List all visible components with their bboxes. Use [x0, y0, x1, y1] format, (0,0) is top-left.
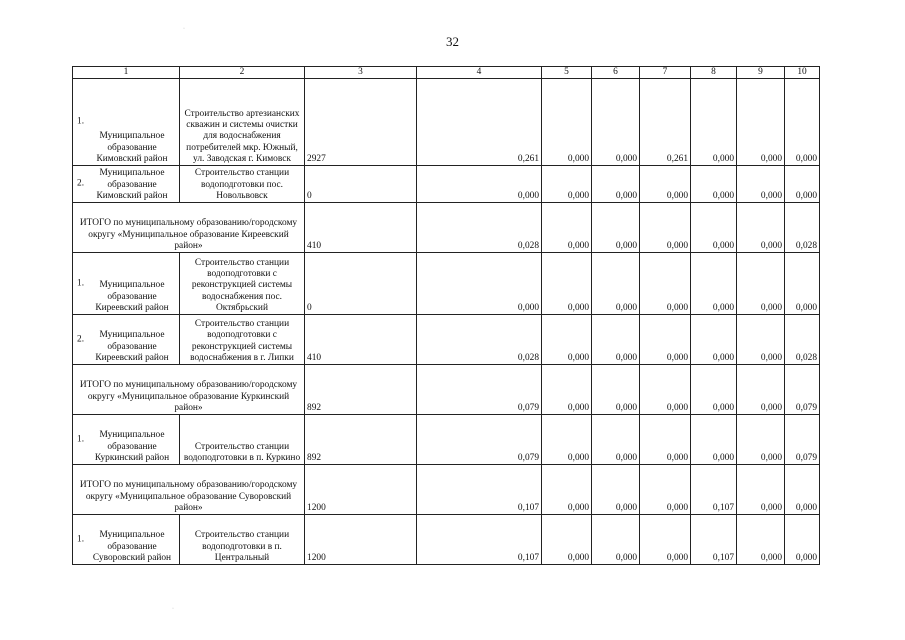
table-row: [73, 315, 820, 365]
total-row: [73, 465, 820, 515]
cell-value: 0,000: [542, 79, 592, 166]
column-header: 4: [417, 67, 542, 79]
cell-value: 0,107: [417, 515, 542, 565]
cell-value: 0,000: [542, 203, 592, 253]
cell-value: 0,000: [592, 415, 640, 465]
cell-value: 0,000: [737, 166, 785, 203]
cell-value: 0,000: [737, 315, 785, 365]
cell-col3: 0: [305, 166, 417, 203]
cell-value: 0,000: [542, 166, 592, 203]
row-number: 1.: [77, 116, 85, 127]
municipality-cell: [73, 79, 180, 166]
cell-value: 0,000: [737, 79, 785, 166]
cell-value: 0,261: [640, 79, 691, 166]
cell-value: 0,000: [542, 515, 592, 565]
municipality-name: Муниципальное образование Суворовский район: [92, 530, 172, 563]
cell-col3: 410: [305, 315, 417, 365]
row-number: 1.: [77, 534, 85, 545]
cell-value: 0,000: [640, 415, 691, 465]
cell-value: 0,000: [691, 415, 737, 465]
cell-value: 0,000: [640, 166, 691, 203]
total-row: [73, 203, 820, 253]
cell-value: 0,000: [542, 315, 592, 365]
cell-value: 0,261: [417, 79, 542, 166]
column-header: 5: [542, 67, 592, 79]
column-header: 10: [785, 67, 820, 79]
municipality-cell: [73, 253, 180, 315]
table-row: [73, 515, 820, 565]
column-header: 3: [305, 67, 417, 79]
municipality-name: Муниципальное образование Кимовский район: [96, 131, 168, 164]
cell-value: 0,028: [785, 315, 820, 365]
cell-value: 0,028: [417, 203, 542, 253]
row-number: 2.: [77, 178, 85, 189]
table-row: [73, 415, 820, 465]
cell-value: 0,000: [691, 166, 737, 203]
cell-value: 0,000: [785, 465, 820, 515]
cell-col3: 1200: [305, 465, 417, 515]
cell-value: 0,000: [737, 465, 785, 515]
cell-col3: 0: [305, 253, 417, 315]
cell-value: 0,000: [542, 365, 592, 415]
cell-value: 0,000: [691, 365, 737, 415]
municipality-cell: [73, 166, 180, 203]
cell-value: 0,000: [592, 166, 640, 203]
cell-col3: 410: [305, 203, 417, 253]
cell-value: 0,000: [592, 79, 640, 166]
cell-value: 0,000: [785, 515, 820, 565]
municipality-name: Муниципальное образование Куркинский район: [94, 430, 170, 463]
project-name: Строительство станции водоподготовки с реконструкцией системы водоснабжения пос. Октябрьский: [180, 253, 305, 315]
column-header: 9: [737, 67, 785, 79]
cell-value: 0,000: [737, 515, 785, 565]
cell-value: 0,000: [542, 465, 592, 515]
cell-value: 0,079: [785, 415, 820, 465]
total-label: ИТОГО по муниципальному образованию/городскому округу «Муниципальное образование Киреевский район»: [73, 203, 305, 253]
column-header: 2: [180, 67, 305, 79]
cell-value: 0,079: [417, 415, 542, 465]
cell-value: 0,000: [691, 253, 737, 315]
municipality-cell: [73, 515, 180, 565]
table-row: [73, 253, 820, 315]
cell-value: 0,000: [417, 166, 542, 203]
cell-value: 0,000: [691, 203, 737, 253]
municipality-cell: [73, 415, 180, 465]
cell-value: 0,000: [737, 203, 785, 253]
cell-value: 0,000: [640, 515, 691, 565]
row-number: 1.: [77, 278, 85, 289]
total-row: [73, 365, 820, 415]
cell-value: 0,000: [691, 79, 737, 166]
cell-col3: 2927: [305, 79, 417, 166]
cell-value: 0,028: [417, 315, 542, 365]
total-label: ИТОГО по муниципальному образованию/городскому округу «Муниципальное образование Куркинский район»: [73, 365, 305, 415]
cell-value: 0,000: [785, 253, 820, 315]
cell-value: 0,000: [737, 415, 785, 465]
column-header: 8: [691, 67, 737, 79]
cell-value: 0,000: [640, 253, 691, 315]
table-row: [73, 79, 820, 166]
column-header: 6: [592, 67, 640, 79]
municipality-name: Муниципальное образование Кимовский район: [96, 168, 168, 201]
cell-value: 0,000: [640, 465, 691, 515]
cell-value: 0,079: [785, 365, 820, 415]
cell-value: 0,107: [691, 515, 737, 565]
column-header: 1: [73, 67, 180, 79]
project-name: Строительство станции водоподготовки пос. Новольвовск: [180, 166, 305, 203]
cell-value: 0,000: [737, 365, 785, 415]
scan-mark: ·: [172, 606, 174, 612]
row-number: 1.: [77, 434, 85, 445]
total-label: ИТОГО по муниципальному образованию/городскому округу «Муниципальное образование Суворовский район»: [73, 465, 305, 515]
cell-value: 0,107: [691, 465, 737, 515]
municipality-cell: [73, 315, 180, 365]
cell-value: 0,000: [640, 315, 691, 365]
municipality-name: Муниципальное образование Киреевский район: [95, 280, 169, 313]
cell-value: 0,000: [640, 365, 691, 415]
cell-value: 0,000: [691, 315, 737, 365]
cell-value: 0,000: [592, 203, 640, 253]
cell-value: 0,000: [592, 365, 640, 415]
cell-value: 0,000: [542, 253, 592, 315]
cell-value: 0,000: [542, 415, 592, 465]
municipality-name: Муниципальное образование Киреевский район: [95, 330, 169, 363]
project-name: Строительство станции водоподготовки в п. Центральный: [180, 515, 305, 565]
cell-value: 0,000: [592, 253, 640, 315]
cell-col3: 892: [305, 415, 417, 465]
cell-value: 0,000: [640, 203, 691, 253]
cell-value: 0,000: [737, 253, 785, 315]
scan-mark: ·: [183, 26, 185, 32]
cell-value: 0,000: [592, 515, 640, 565]
cell-value: 0,000: [592, 315, 640, 365]
cell-value: 0,107: [417, 465, 542, 515]
cell-value: 0,000: [785, 166, 820, 203]
row-number: 2.: [77, 334, 85, 345]
cell-value: 0,028: [785, 203, 820, 253]
cell-value: 0,000: [785, 79, 820, 166]
cell-value: 0,000: [417, 253, 542, 315]
cell-value: 0,000: [592, 465, 640, 515]
column-number-row: [73, 67, 820, 79]
table-row: [73, 166, 820, 203]
page-number: 32: [446, 34, 459, 49]
cell-col3: 1200: [305, 515, 417, 565]
cell-value: 0,079: [417, 365, 542, 415]
data-table: [72, 66, 820, 565]
column-header: 7: [640, 67, 691, 79]
cell-col3: 892: [305, 365, 417, 415]
project-name: Строительство станции водоподготовки с реконструкцией системы водоснабжения в г. Липки: [180, 315, 305, 365]
project-name: Строительство станции водоподготовки в п. Куркино: [180, 415, 305, 465]
project-name: Строительство артезианских скважин и системы очистки для водоснабжения потребителей мкр. Южный, ул. Заводская г. Кимовск: [180, 79, 305, 166]
